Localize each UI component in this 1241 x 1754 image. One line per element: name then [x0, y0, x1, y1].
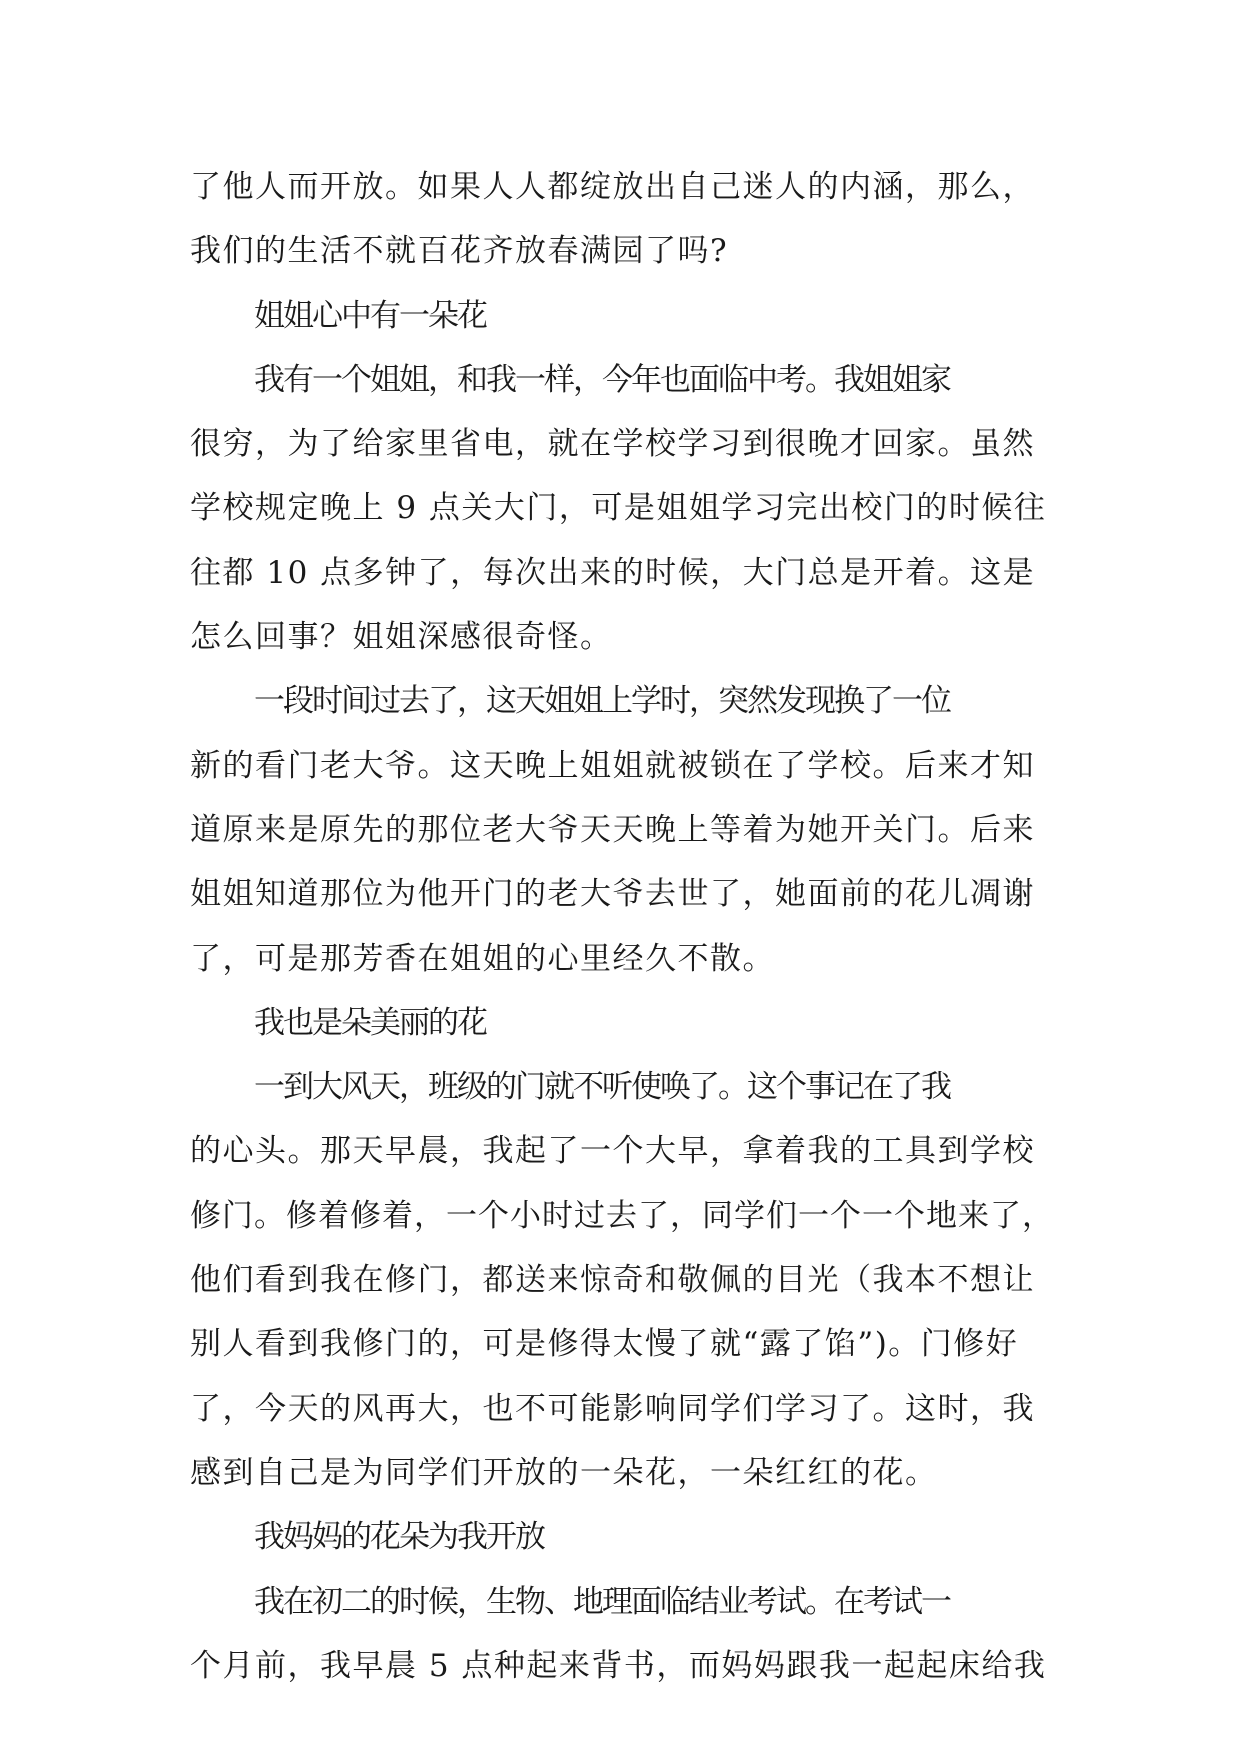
text-line: 我们的生活不就百花齐放春满园了吗? [190, 233, 729, 270]
text-line: 了他人而开放。如果人人都绽放出自己迷人的内涵，那么， [190, 169, 1035, 205]
text-line: 我在初二的时候，生物、地理面临结业考试。在考试一 [254, 1583, 950, 1620]
text-line: 一段时间过去了，这天姐姐上学时，突然发现换了一位 [254, 683, 950, 720]
text-line: 很穷，为了给家里省电，就在学校学习到很晚才回家。虽然 [190, 426, 1035, 463]
text-line: 我妈妈的花朵为我开放 [254, 1519, 544, 1556]
text-line: 了，可是那芳香在姐姐的心里经久不散。 [190, 940, 775, 977]
text-line: 他们看到我在修门，都送来惊奇和敬佩的目光（我本不想让 [190, 1262, 1035, 1299]
text-line: 学校规定晚上 9 点关大门，可是姐姐学习完出校门的时候往 [190, 490, 1047, 527]
document-body [190, 155, 1060, 1698]
text-line: 往都 10 点多钟了，每次出来的时候，大门总是开着。这是 [190, 554, 1036, 591]
text-line: 我也是朵美丽的花 [254, 1004, 486, 1041]
text-line: 道原来是原先的那位老大爷天天晚上等着为她开关门。后来 [190, 811, 1035, 848]
text-line: 姐姐知道那位为他开门的老大爷去世了，她面前的花儿凋谢 [190, 876, 1035, 913]
text-line: 修门。修着修着，一个小时过去了，同学们一个一个地来了， [190, 1197, 1054, 1234]
text-line: 个月前，我早晨 5 点种起来背书，而妈妈跟我一起起床给我 [190, 1647, 1047, 1684]
text-line: 的心头。那天早晨，我起了一个大早，拿着我的工具到学校 [190, 1133, 1035, 1170]
text-line: 了，今天的风再大，也不可能影响同学们学习了。这时，我 [190, 1390, 1035, 1427]
text-line: 怎么回事？姐姐深感很奇怪。 [190, 619, 613, 656]
text-line: 一到大风天，班级的门就不听使唤了。这个事记在了我 [254, 1069, 950, 1106]
text-line: 姐姐心中有一朵花 [254, 297, 486, 334]
text-line: 我有一个姐姐，和我一样，今年也面临中考。我姐姐家 [254, 361, 950, 398]
text-line: 感到自己是为同学们开放的一朵花，一朵红红的花。 [190, 1454, 938, 1491]
text-line: 新的看门老大爷。这天晚上姐姐就被锁在了学校。后来才知 [190, 747, 1035, 784]
text-line: 别人看到我修门的，可是修得太慢了就“露了馅”)。门修好 [190, 1326, 1019, 1363]
